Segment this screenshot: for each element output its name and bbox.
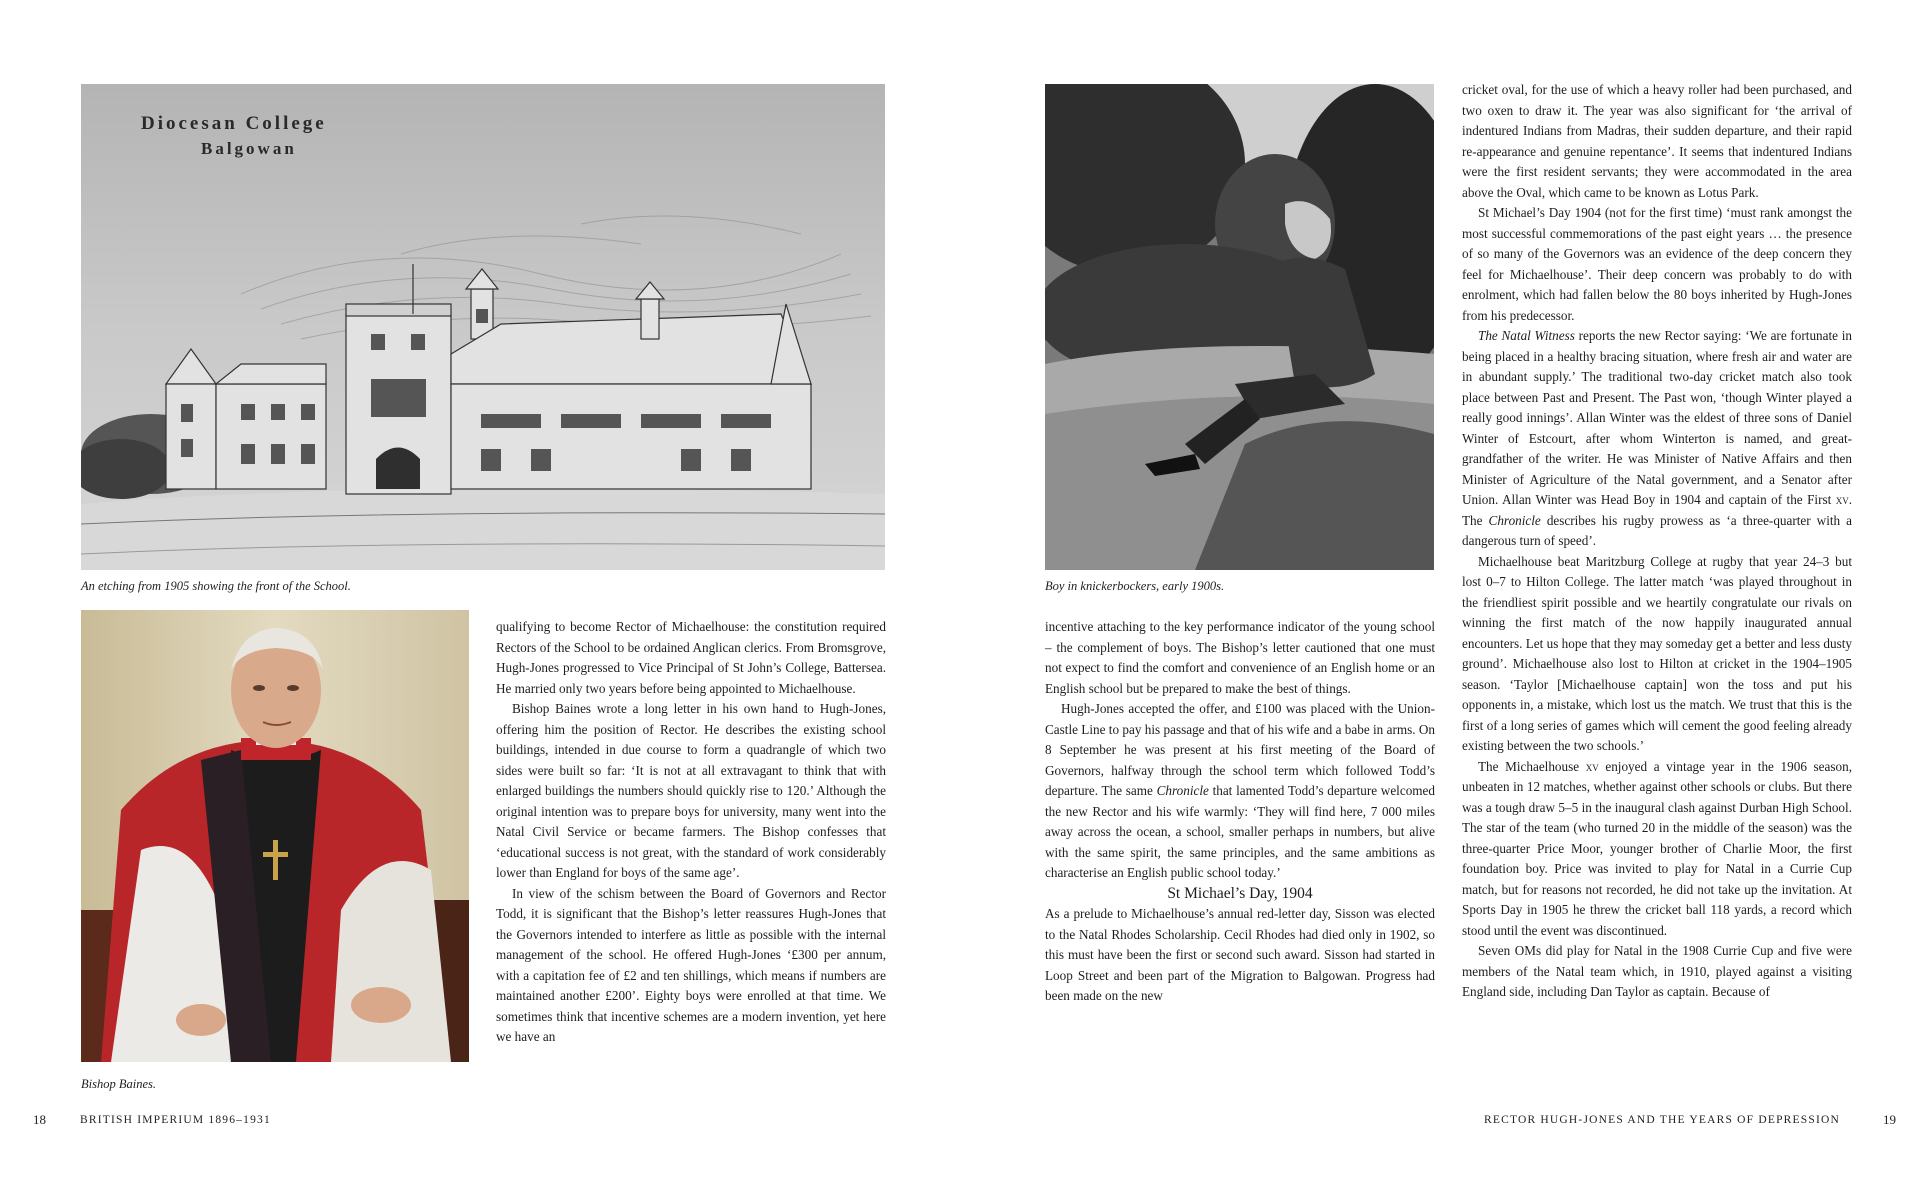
text-run: describes his rugby prowess as ‘a three-quarter with a dangerous turn of speed’. xyxy=(1462,512,1852,548)
boy-photograph xyxy=(1045,84,1434,570)
school-etching-image xyxy=(81,84,885,570)
page-number-left: 18 xyxy=(33,1112,46,1127)
bishop-portrait-image xyxy=(81,610,469,1062)
etching-inscription-line1: Diocesan College xyxy=(141,113,327,134)
text-run: that lamented Todd’s departure welcomed the new Rector and his wife warmly: ‘They will find here, 7 000 miles away across the ocean, a school, smaller perhaps in numbers, but alive with the same spirit, the same principles, and the same ambitions as characterise an English public school today.’ xyxy=(1045,783,1435,880)
text-run: The Michaelhouse xyxy=(1478,758,1586,774)
etching-caption: An etching from 1905 showing the front of the School. xyxy=(81,579,351,593)
etching-inscription-line2: Balgowan xyxy=(201,139,297,158)
right-page-right-column xyxy=(1462,80,1852,1003)
small-caps-run: xv xyxy=(1835,492,1849,507)
right-page-left-column xyxy=(1045,617,1435,1007)
left-page-text-column xyxy=(496,617,886,1048)
paragraph: Seven OMs did play for Natal in the 1908 Currie Cup and five were members of the Natal team which, in 1910, played against a visiting England side, including Dan Taylor as captain. Because of xyxy=(1462,943,1852,999)
paragraph: qualifying to become Rector of Michaelhouse: the constitution required Rectors of the School to be ordained Anglican clerics. From Bromsgrove, Hugh-Jones progressed to Vice Principal of St John’s College, Battersea. He married only two years before being appointed to Michaelhouse. xyxy=(496,619,886,696)
paragraph xyxy=(1462,326,1852,552)
photo-caption: Boy in knickerbockers, early 1900s. xyxy=(1045,579,1225,593)
boy-photo-image xyxy=(1045,84,1434,570)
text-run: . The xyxy=(1462,492,1852,528)
etching-drawing xyxy=(81,84,885,570)
text-run: enjoyed a vintage year in the 1906 season, unbeaten in 12 matches, whether against other schools or clubs. But there was a tough draw 5–5 in the inaugural clash against Durban High School. The star of the team (who turned 20 in the middle of the season) was the three-quarter Price Moor, younger brother of Charlie Moor, the first foundation boy. Price was invited to play for Natal in a Currie Cup match, but for reasons not recorded, he did not take up the invitation. At Sports Day in 1905 he threw the cricket ball 118 yards, a record which stood until the event was discontinued. xyxy=(1462,758,1852,938)
paragraph: St Michael’s Day 1904 (not for the first time) ‘must rank amongst the most successful commemorations of the past eight years … the presence of so many of the Governors was an evidence of the deep concern they feel for Michaelhouse’. Their deep concern was probably to do with enrolment, which had fallen below the 80 boys inherited by Hugh-Jones from his predecessor. xyxy=(1462,205,1852,323)
italic-title: Chronicle xyxy=(1488,512,1541,528)
paragraph: Bishop Baines wrote a long letter in his own hand to Hugh-Jones, offering him the position of Rector. He describes the existing school buildings, intended in due course to form a quadrangle of which two sides were built so far: ‘It is not at all extravagant to think that with enlarged buildings the numbers should quickly rise to 120.’ Although the original intention was to prepare boys for university, many went into the Natal Civil Service or became farmers. The Bishop confesses that ‘educational success is not great, with the standard of work considerably lower than England for boys of the same age’. xyxy=(496,701,886,880)
portrait-caption: Bishop Baines. xyxy=(81,1077,156,1091)
paragraph: Michaelhouse beat Maritzburg College at rugby that year 24–3 but lost 0–7 to Hilton College. The latter match ‘was played throughout in the friendliest spirit possible and we heartily congratulate our rivals on winning the first match of the now happily inaugurated annual encounters. Let us hope that they may someday get a better and less dusty ground’. Michaelhouse also lost to Hilton at cricket in the 1904–1905 season. ‘Taylor [Michaelhouse captain] won the toss and put his opponents in, a mistake, which lost us the match. We trust that this is the first of a long series of games which will cement the good feeling already existing between the two schools.’ xyxy=(1462,553,1852,753)
paragraph: In view of the schism between the Board of Governors and Rector Todd, it is significant that the Bishop’s letter reassures Hugh-Jones that the Governors intended to interfere as little as possible with the internal management of the school. He offered Hugh-Jones ‘£300 per annum, with a capitation fee of £2 and ten shillings, which means if numbers are maintained another £200’. Eighty boys were enrolled at that time. We sometimes think that incentive schemes are a modern invention, yet here we have an xyxy=(496,885,886,1044)
paragraph xyxy=(1462,757,1852,942)
italic-title: Chronicle xyxy=(1156,783,1209,798)
paragraph: As a prelude to Michaelhouse’s annual red-letter day, Sisson was elected to the Natal Rhodes Scholarship. Cecil Rhodes had died only in 1902, so this must have been the first or second such award. Sisson had started in Loop Street and been part of the Migration to Balgowan. Progress had been made on the new xyxy=(1045,906,1435,1003)
text-run: reports the new Rector saying: ‘We are fortunate in being placed in a healthy bracing situation, where fresh air and water are in abundant supply.’ The traditional two-day cricket match also took place between Past and Present. The Past won, ‘though Winter played a really good innings’. Allan Winter was the eldest of three sons of Daniel Winter of Estcourt, after whom Winterton is named, and great-grandfather of the writer. He was Minister of Native Affairs and then Minister of Agriculture of the Natal government, and a Senator after Union. Allan Winter was Head Boy in 1904 and captain of the First xyxy=(1462,328,1852,507)
section-heading: St Michael’s Day, 1904 xyxy=(1167,884,1313,902)
running-head-right: RECTOR HUGH-JONES AND THE YEARS OF DEPRESSION xyxy=(1483,1114,1840,1126)
paragraph: incentive attaching to the key performance indicator of the young school – the complement of boys. The Bishop’s letter cautioned that one must not expect to find the comfort and convenience of an English home or an English school but be prepared to make the best of things. xyxy=(1045,619,1435,696)
paragraph: cricket oval, for the use of which a heavy roller had been purchased, and two oxen to draw it. The year was also significant for ‘the arrival of indentured Indians from Madras, their sudden departure, and their rapid re-appearance and genuine repentance’. It seems that indentured Indians were the first resident servants; they were accommodated in the area above the Oval, which came to be known as Lotus Park. xyxy=(1462,82,1852,200)
paragraph xyxy=(1045,699,1435,884)
small-caps-run: xv xyxy=(1585,758,1599,774)
running-head-left: BRITISH IMPERIUM 1896–1931 xyxy=(80,1114,271,1126)
text-run: Hugh-Jones accepted the offer, and £100 was placed with the Union-Castle Line to pay his passage and that of his wife and a babe in arms. On 8 September he was present at his first meeting of the Board of Governors, halfway through the school term which followed Todd’s departure. The same xyxy=(1045,701,1435,798)
page-number-right: 19 xyxy=(1883,1112,1896,1127)
italic-title: The Natal Witness xyxy=(1478,328,1575,343)
portrait-painting xyxy=(81,610,469,1062)
